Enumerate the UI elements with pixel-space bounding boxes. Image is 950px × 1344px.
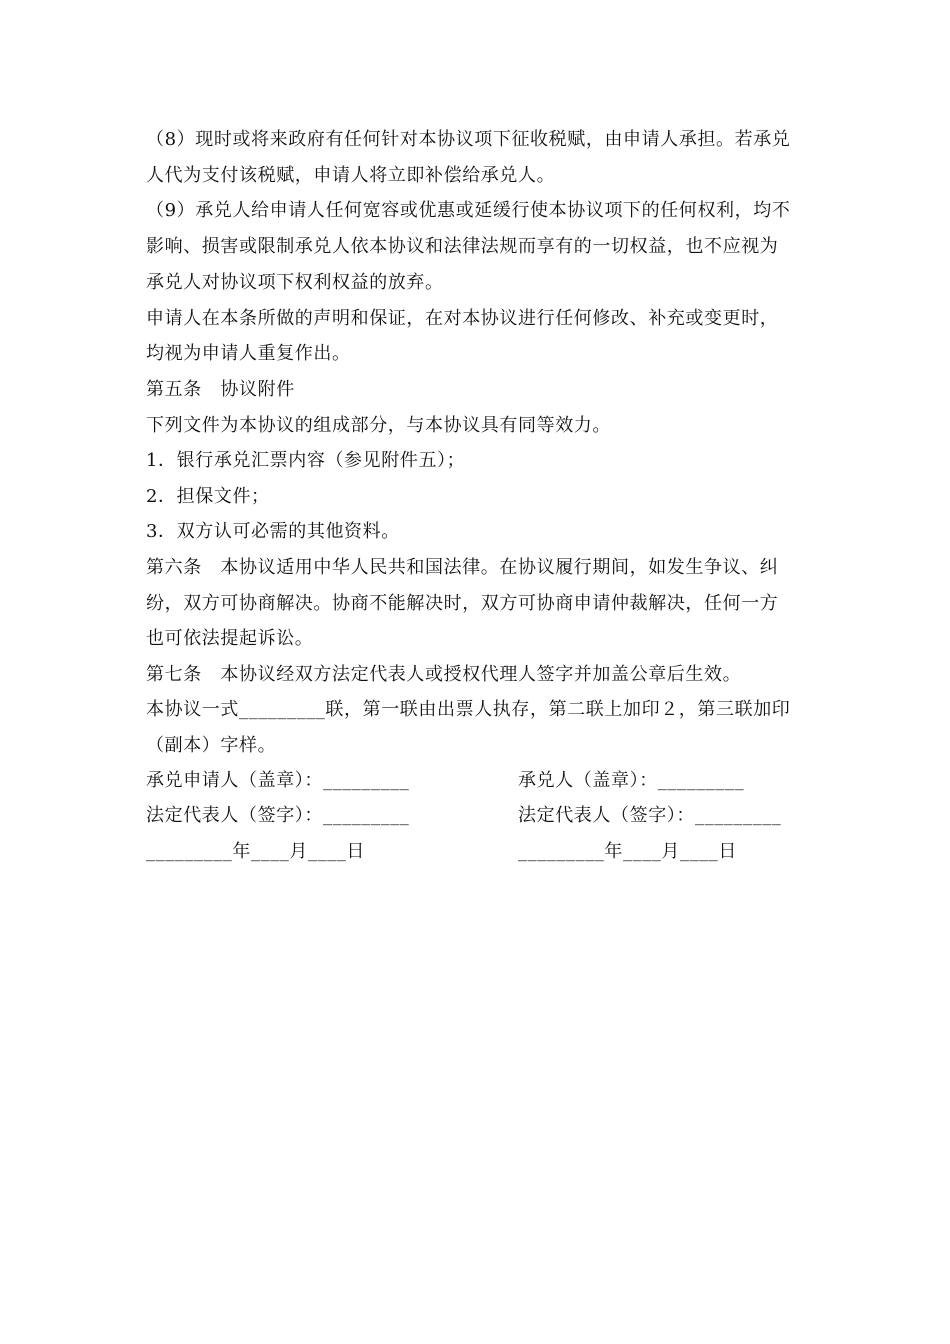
clause-8-line-1: （8）现时或将来政府有任何针对本协议项下征收税赋，由申请人承担。若承兑 bbox=[146, 129, 791, 150]
article-5-heading: 第五条 协议附件 bbox=[146, 379, 295, 400]
article-6-line-1: 第六条 本协议适用中华人民共和国法律。在协议履行期间，如发生争议、纠 bbox=[146, 557, 779, 578]
applicant-seal-field: 承兑申请人（盖章）：_________ bbox=[146, 770, 410, 791]
article-7-line: 第七条 本协议经双方法定代表人或授权代理人签字并加盖公章后生效。 bbox=[146, 664, 742, 685]
clause-9-line-2: 影响、损害或限制承兑人依本协议和法律法规而享有的一切权益，也不应视为 bbox=[146, 236, 779, 257]
left-representative-signature-field: 法定代表人（签字）：_________ bbox=[146, 805, 410, 826]
right-representative-signature-field: 法定代表人（签字）：_________ bbox=[518, 805, 782, 826]
article-6-line-3: 也可依法提起诉讼。 bbox=[146, 628, 314, 649]
article-5-intro: 下列文件为本协议的组成部分，与本协议具有同等效力。 bbox=[146, 415, 611, 436]
attachment-item-3: 3．双方认可必需的其他资料。 bbox=[146, 521, 400, 542]
left-date-field: _________年____月____日 bbox=[146, 841, 365, 862]
clause-9-line-1: （9）承兑人给申请人任何宽容或优惠或延缓行使本协议项下的任何权利，均不 bbox=[146, 200, 791, 221]
copies-line-2: （副本）字样。 bbox=[146, 735, 277, 756]
article-6-line-2: 纷，双方可协商解决。协商不能解决时，双方可协商申请仲裁解决，任何一方 bbox=[146, 593, 779, 614]
acceptor-seal-field: 承兑人（盖章）：_________ bbox=[518, 770, 745, 791]
attachment-item-2: 2．担保文件； bbox=[146, 486, 270, 507]
attachment-item-1: 1．银行承兑汇票内容（参见附件五）； bbox=[146, 450, 466, 471]
declaration-line-1: 申请人在本条所做的声明和保证，在对本协议进行任何修改、补充或变更时， bbox=[146, 308, 779, 329]
right-date-field: _________年____月____日 bbox=[518, 841, 737, 862]
clause-9-line-3: 承兑人对协议项下权利权益的放弃。 bbox=[146, 272, 444, 293]
declaration-line-2: 均视为申请人重复作出。 bbox=[146, 343, 351, 364]
copies-line-1: 本协议一式_________联，第一联由出票人执存，第二联上加印２，第三联加印 bbox=[146, 699, 791, 720]
clause-8-line-2: 人代为支付该税赋，申请人将立即补偿给承兑人。 bbox=[146, 165, 556, 186]
